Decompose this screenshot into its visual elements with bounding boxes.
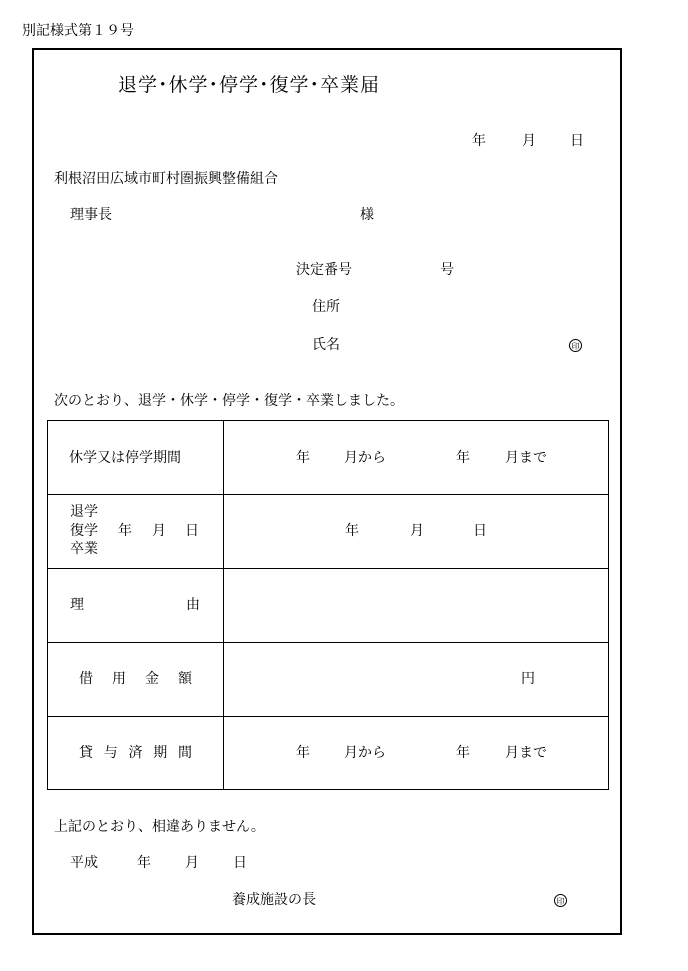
certification-day: 日 [233, 855, 247, 871]
document-title: 退学･休学･停学･復学･卒業届 [118, 74, 381, 96]
suspension-period-label: 休学又は停学期間 [69, 450, 181, 466]
certification-text: 上記のとおり、相違ありません。 [54, 819, 265, 835]
table-row-divider [48, 642, 608, 643]
certification-era: 平成 [70, 855, 98, 871]
event-day-label: 日 [185, 523, 199, 539]
table-row-divider [48, 494, 608, 495]
lending-from-year: 年 [296, 745, 310, 761]
signer-seal-mark: 印 [554, 894, 567, 907]
lending-period-label-char: 貸 [79, 745, 93, 761]
date-year-label: 年 [472, 133, 486, 149]
decision-number-label: 決定番号 [296, 262, 352, 278]
certification-month: 月 [185, 855, 199, 871]
event-date-day: 日 [473, 523, 487, 539]
loan-amount-label-char: 金 [145, 671, 159, 687]
loan-amount-label-char: 借 [79, 671, 93, 687]
suspension-from-month: 月から [344, 450, 386, 466]
loan-amount-unit: 円 [521, 671, 535, 687]
reason-label [70, 598, 200, 612]
suspension-until-year: 年 [456, 450, 470, 466]
signer-title: 養成施設の長 [232, 892, 316, 908]
lending-until-year: 年 [456, 745, 470, 761]
reason-label-char: 理 [70, 597, 84, 613]
details-table [47, 420, 609, 790]
address-label: 住所 [312, 299, 340, 315]
recipient-honorific: 様 [360, 207, 374, 223]
lending-period-label [79, 746, 192, 760]
decision-number-suffix: 号 [440, 262, 454, 278]
event-month-label: 月 [152, 523, 166, 539]
form-id: 別記様式第１９号 [22, 23, 134, 39]
lending-period-label-char: 間 [178, 745, 192, 761]
loan-amount-label-char: 額 [178, 671, 192, 687]
suspension-until-month: 月まで [505, 450, 547, 466]
table-row-divider [48, 568, 608, 569]
name-label: 氏名 [312, 337, 340, 353]
date-month-label: 月 [522, 133, 536, 149]
certification-year: 年 [137, 855, 151, 871]
lending-period-label-char: 与 [103, 745, 118, 761]
withdrawal-label: 退学 [70, 504, 98, 520]
graduation-label: 卒業 [70, 541, 98, 557]
table-row-divider [48, 716, 608, 717]
loan-amount-label [79, 672, 192, 686]
event-year-label: 年 [118, 523, 132, 539]
lending-period-label-char: 済 [128, 745, 143, 761]
reason-label-char: 由 [186, 597, 200, 613]
table-column-divider [223, 421, 224, 789]
date-day-label: 日 [570, 133, 584, 149]
event-date-month: 月 [410, 523, 424, 539]
lending-period-label-char: 期 [153, 745, 168, 761]
applicant-seal-mark: 印 [569, 339, 582, 352]
suspension-from-year: 年 [296, 450, 310, 466]
recipient-organization: 利根沼田広域市町村圏振興整備組合 [54, 171, 278, 187]
lending-from-month: 月から [344, 745, 386, 761]
reinstatement-label: 復学 [70, 523, 98, 539]
recipient-position: 理事長 [70, 207, 112, 223]
statement-text: 次のとおり、退学・休学・停学・復学・卒業しました。 [54, 393, 404, 409]
event-date-year: 年 [345, 523, 359, 539]
lending-until-month: 月まで [505, 745, 547, 761]
loan-amount-label-char: 用 [112, 671, 126, 687]
